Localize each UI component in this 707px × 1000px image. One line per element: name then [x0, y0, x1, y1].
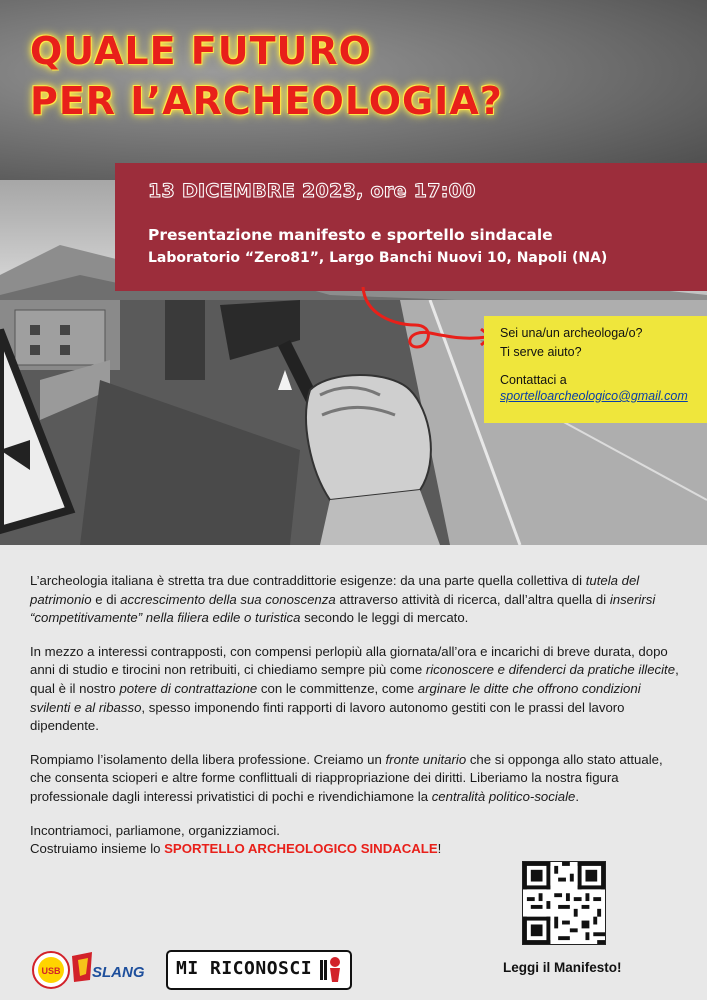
- text-run: , spesso imponendo finti rapporti di lavoro autonomo gestiti con le prassi del lavoro dipendente.: [30, 699, 625, 734]
- text-run: secondo le leggi di mercato.: [300, 610, 469, 626]
- text-run: In mezzo a interessi contrapposti, con compensi perlopiù alla giornata/all’ora e incarichi di breve durata, dopo anni di studio e tirocini non retribuiti, ci chiediamo sempre più come: [30, 643, 668, 678]
- emphasis-text: accrescimento della sua conoscenza: [120, 591, 336, 607]
- mi-riconosci-logo: [166, 950, 352, 990]
- text-run: e di: [91, 591, 121, 607]
- help-question-1: Sei una/un archeologa/o?: [500, 326, 643, 340]
- text-run: Rompiamo l’isolamento della libera professione. Creiamo un: [30, 751, 386, 767]
- slang-logo-text: SLANG: [92, 964, 145, 981]
- emphasis-text: riconoscere e difenderci da pratiche illecite: [425, 662, 676, 678]
- arrow-graphic: [355, 285, 495, 365]
- qr-code[interactable]: [522, 861, 606, 945]
- usb-logo: [32, 951, 70, 989]
- text-run: con le committenze, come: [257, 680, 418, 696]
- manifesto-text: [30, 572, 680, 859]
- paragraph-2: [30, 643, 680, 736]
- slang-logo: [70, 950, 150, 986]
- usb-logo-text: USB: [41, 966, 61, 976]
- mi-riconosci-text: MI RICONOSCI: [176, 958, 313, 979]
- paragraph-3: [30, 751, 680, 807]
- contact-email-link[interactable]: sportelloarcheologico@gmail.com: [500, 389, 688, 403]
- text-run: .: [575, 788, 580, 804]
- event-date: 13 DICEMBRE 2023, ore 17:00: [148, 180, 476, 202]
- text-run: attraverso attività di ricerca, dall’altra quella di: [335, 591, 610, 607]
- paragraph-1: [30, 572, 680, 628]
- text-run: L’archeologia italiana è stretta tra due contraddittorie esigenze: da una parte quella collettiva di: [30, 573, 586, 588]
- qr-label: Leggi il Manifesto!: [503, 960, 622, 975]
- emphasis-text: centralità politico-sociale: [431, 788, 576, 804]
- emphasis-text: inserirsi “competitivamente” nella filiera edile o turistica: [30, 591, 656, 626]
- sportello-highlight: SPORTELLO ARCHEOLOGICO SINDACALE: [164, 841, 438, 857]
- title-line-2: PER L’ARCHEOLOGIA?: [30, 79, 503, 123]
- closing-line-2-pre: Costruiamo insieme lo: [30, 841, 165, 857]
- title-line-1: QUALE FUTURO: [30, 29, 372, 73]
- closing-line-1: Incontriamoci, parliamone, organizziamoci.: [30, 822, 280, 838]
- emphasis-text: arginare le ditte che offrono condizioni svilenti e al ribasso: [30, 680, 641, 715]
- worker-icon: [318, 956, 344, 984]
- emphasis-text: potere di contrattazione: [119, 680, 258, 696]
- event-presentation: Presentazione manifesto e sportello sindacale: [148, 226, 553, 244]
- text-run: che si opponga allo stato attuale, che consenta scioperi e altre forme conflittuali di riappropriazione dei diritti. Liberiamo la nostra figura professionale dagli interessi privatistici di pochi e rivendichiamone la: [30, 751, 663, 804]
- closing-line-2-post: !: [437, 841, 442, 857]
- emphasis-text: fronte unitario: [385, 751, 467, 767]
- closing-paragraph: [30, 822, 680, 859]
- emphasis-text: tutela del patrimonio: [30, 573, 640, 607]
- event-venue: Laboratorio “Zero81”, Largo Banchi Nuovi 10, Napoli (NA): [148, 250, 608, 266]
- poster-title: [30, 26, 503, 126]
- help-contact-label: Contattaci a: [500, 373, 567, 387]
- help-question-2: Ti serve aiuto?: [500, 345, 582, 359]
- text-run: , qual è il nostro: [30, 662, 679, 696]
